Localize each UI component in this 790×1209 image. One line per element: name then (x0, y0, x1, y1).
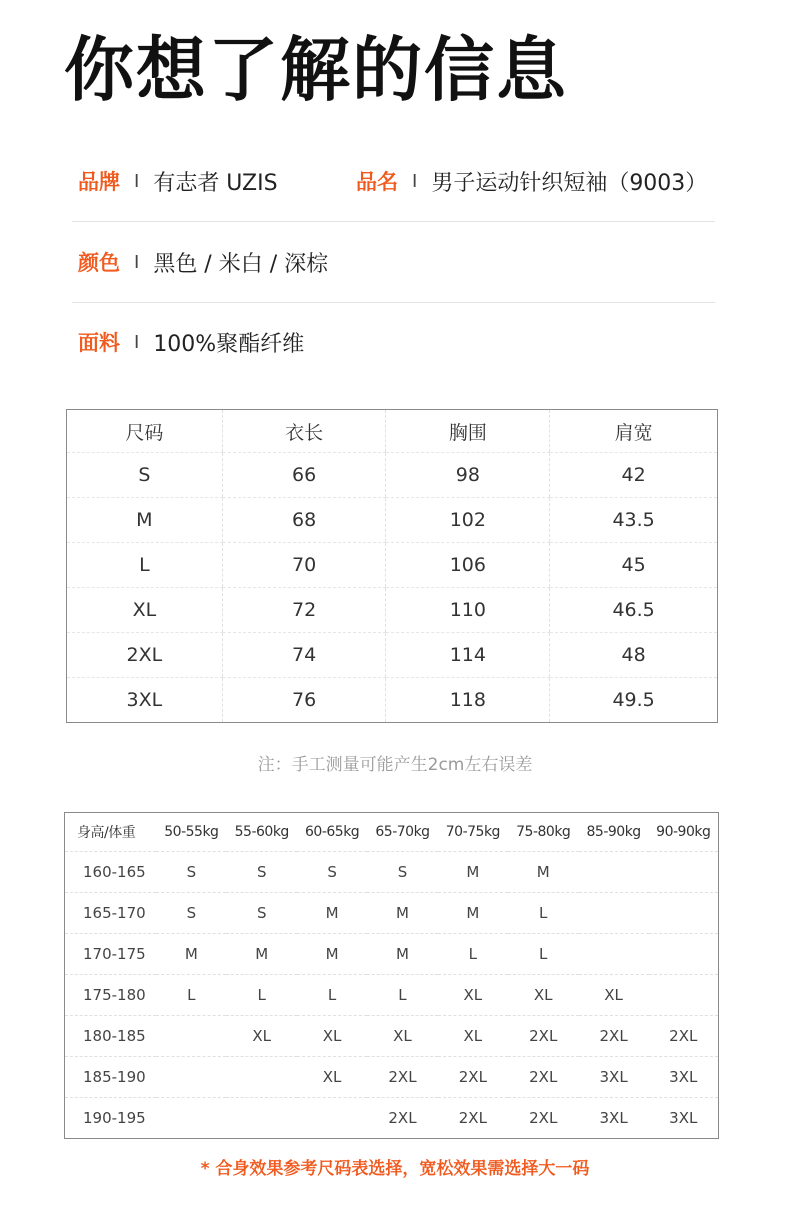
table-cell: M (438, 852, 508, 893)
table-cell: M (226, 934, 297, 975)
fit-footnote: * 合身效果参考尺码表选择，宽松效果需选择大一码 (200, 1159, 590, 1179)
table-cell (156, 1098, 226, 1139)
brand-label: 品牌 (78, 170, 120, 194)
page-title: 你想了解的信息 (64, 29, 568, 111)
header-cell: 50-55kg (156, 813, 226, 852)
table-cell: L (438, 934, 508, 975)
table-cell: 76 (222, 678, 386, 723)
table-cell: 2XL (529, 1109, 558, 1127)
table-cell: 110 (386, 588, 550, 633)
header-cell: 55-60kg (226, 813, 297, 852)
header-cell: 90-90kg (649, 813, 719, 852)
separator: I (412, 170, 418, 192)
table-cell (579, 893, 649, 934)
table-cell: 175-180 (65, 975, 157, 1016)
table-row (65, 1016, 719, 1057)
table-cell: XL (579, 975, 649, 1016)
table-cell: S (156, 852, 226, 893)
table-cell: 70 (222, 543, 386, 588)
fabric-label: 面料 (78, 331, 120, 355)
table-cell: XL (367, 1016, 438, 1057)
table-cell: 2XL (649, 1016, 719, 1057)
table-cell: S (226, 852, 297, 893)
table-cell: XL (297, 1016, 367, 1057)
separator: I (134, 331, 140, 353)
recommendation-header (65, 813, 719, 852)
table-cell: 98 (386, 453, 550, 498)
table-cell: L (226, 975, 297, 1016)
table-row (65, 893, 719, 934)
table-row (65, 1057, 719, 1098)
table-row (67, 678, 718, 723)
table-cell: M (156, 934, 226, 975)
table-cell: 160-165 (65, 852, 157, 893)
table-cell: S (297, 852, 367, 893)
table-cell: 68 (222, 498, 386, 543)
table-cell: 2XL (458, 1109, 487, 1127)
table-cell: M (67, 498, 223, 543)
table-cell: 3XL (649, 1057, 719, 1098)
table-cell: 170-175 (65, 934, 157, 975)
table-cell: 3XL (579, 1057, 649, 1098)
table-cell: 74 (222, 633, 386, 678)
table-cell: 2XL (438, 1057, 508, 1098)
table-cell: 46.5 (550, 588, 718, 633)
table-cell: XL (438, 975, 508, 1016)
size-table-header (67, 410, 718, 453)
table-cell: 114 (386, 633, 550, 678)
brand-value: 有志者 UZIS (153, 170, 278, 196)
table-cell (297, 1098, 367, 1139)
table-cell (649, 852, 719, 893)
table-cell: 165-170 (65, 893, 157, 934)
table-row (67, 588, 718, 633)
table-row (67, 453, 718, 498)
table-cell: 185-190 (65, 1057, 157, 1098)
header-cell: 60-65kg (297, 813, 367, 852)
info-row-brand (72, 141, 715, 222)
table-cell: 3XL (126, 689, 163, 711)
product-name-field (350, 141, 707, 221)
table-cell: 3XL (669, 1109, 698, 1127)
table-cell: M (297, 893, 367, 934)
table-cell: M (508, 852, 579, 893)
header-cell: 衣长 (222, 410, 386, 453)
header-cell: 75-80kg (508, 813, 579, 852)
table-cell: S (367, 852, 438, 893)
table-cell: L (156, 975, 226, 1016)
table-cell: S (156, 893, 226, 934)
info-row-fabric (72, 302, 715, 382)
table-cell: 190-195 (83, 1109, 146, 1127)
table-cell: 42 (550, 453, 718, 498)
table-cell: 43.5 (550, 498, 718, 543)
table-cell: M (438, 893, 508, 934)
table-cell: XL (226, 1016, 297, 1057)
table-cell: M (367, 893, 438, 934)
size-table (66, 409, 718, 723)
table-cell (649, 893, 719, 934)
header-cell: 70-75kg (438, 813, 508, 852)
table-row (65, 1098, 719, 1139)
table-cell: S (226, 893, 297, 934)
table-cell: 2XL (508, 1016, 579, 1057)
size-recommendation-table (64, 812, 719, 1139)
table-cell: 66 (222, 453, 386, 498)
table-cell: L (297, 975, 367, 1016)
table-cell: 72 (222, 588, 386, 633)
separator: I (134, 170, 140, 192)
color-label: 颜色 (78, 251, 120, 275)
table-cell: L (508, 934, 579, 975)
header-cell: 85-90kg (579, 813, 649, 852)
table-cell: 49.5 (550, 678, 718, 723)
product-name-label: 品名 (356, 170, 398, 194)
fabric-field (72, 302, 304, 382)
table-cell: M (367, 934, 438, 975)
info-row-color (72, 222, 715, 303)
table-cell: 2XL (367, 1057, 438, 1098)
fabric-value: 100%聚酯纤维 (153, 331, 305, 357)
table-cell (649, 934, 719, 975)
table-cell: 48 (550, 633, 718, 678)
separator: I (134, 251, 140, 273)
table-cell: 3XL (599, 1109, 628, 1127)
product-name-value: 男子运动针织短袖（9003） (431, 170, 708, 196)
table-cell: XL (67, 588, 223, 633)
table-row (67, 543, 718, 588)
header-cell: 尺码 (67, 410, 223, 453)
table-cell (226, 1098, 297, 1139)
table-cell: S (67, 453, 223, 498)
table-cell: 2XL (67, 633, 223, 678)
table-row (65, 975, 719, 1016)
table-cell: 2XL (388, 1109, 417, 1127)
table-cell: 45 (550, 543, 718, 588)
table-row (65, 852, 719, 893)
table-row (67, 498, 718, 543)
table-cell: L (508, 893, 579, 934)
header-cell: 胸围 (386, 410, 550, 453)
table-cell (579, 852, 649, 893)
brand-field (72, 141, 278, 221)
table-cell (156, 1057, 226, 1098)
table-cell: 2XL (579, 1016, 649, 1057)
table-cell: 106 (386, 543, 550, 588)
table-cell: 102 (386, 498, 550, 543)
measurement-note: 注：手工测量可能产生2cm左右误差 (257, 755, 533, 775)
table-cell: XL (438, 1016, 508, 1057)
header-cell: 65-70kg (367, 813, 438, 852)
table-cell: L (67, 543, 223, 588)
table-cell (649, 975, 719, 1016)
table-cell: 180-185 (65, 1016, 157, 1057)
table-row (67, 633, 718, 678)
table-cell (579, 934, 649, 975)
color-value: 黑色 / 米白 / 深棕 (153, 251, 329, 277)
table-cell: 118 (386, 678, 550, 723)
table-cell (156, 1016, 226, 1057)
table-cell: XL (508, 975, 579, 1016)
header-cell: 肩宽 (550, 410, 718, 453)
table-row (65, 934, 719, 975)
table-cell (226, 1057, 297, 1098)
header-cell: 身高/体重 (65, 813, 157, 852)
table-cell: M (297, 934, 367, 975)
color-field (72, 222, 328, 302)
table-cell: L (367, 975, 438, 1016)
table-cell: XL (297, 1057, 367, 1098)
table-cell: 2XL (508, 1057, 579, 1098)
